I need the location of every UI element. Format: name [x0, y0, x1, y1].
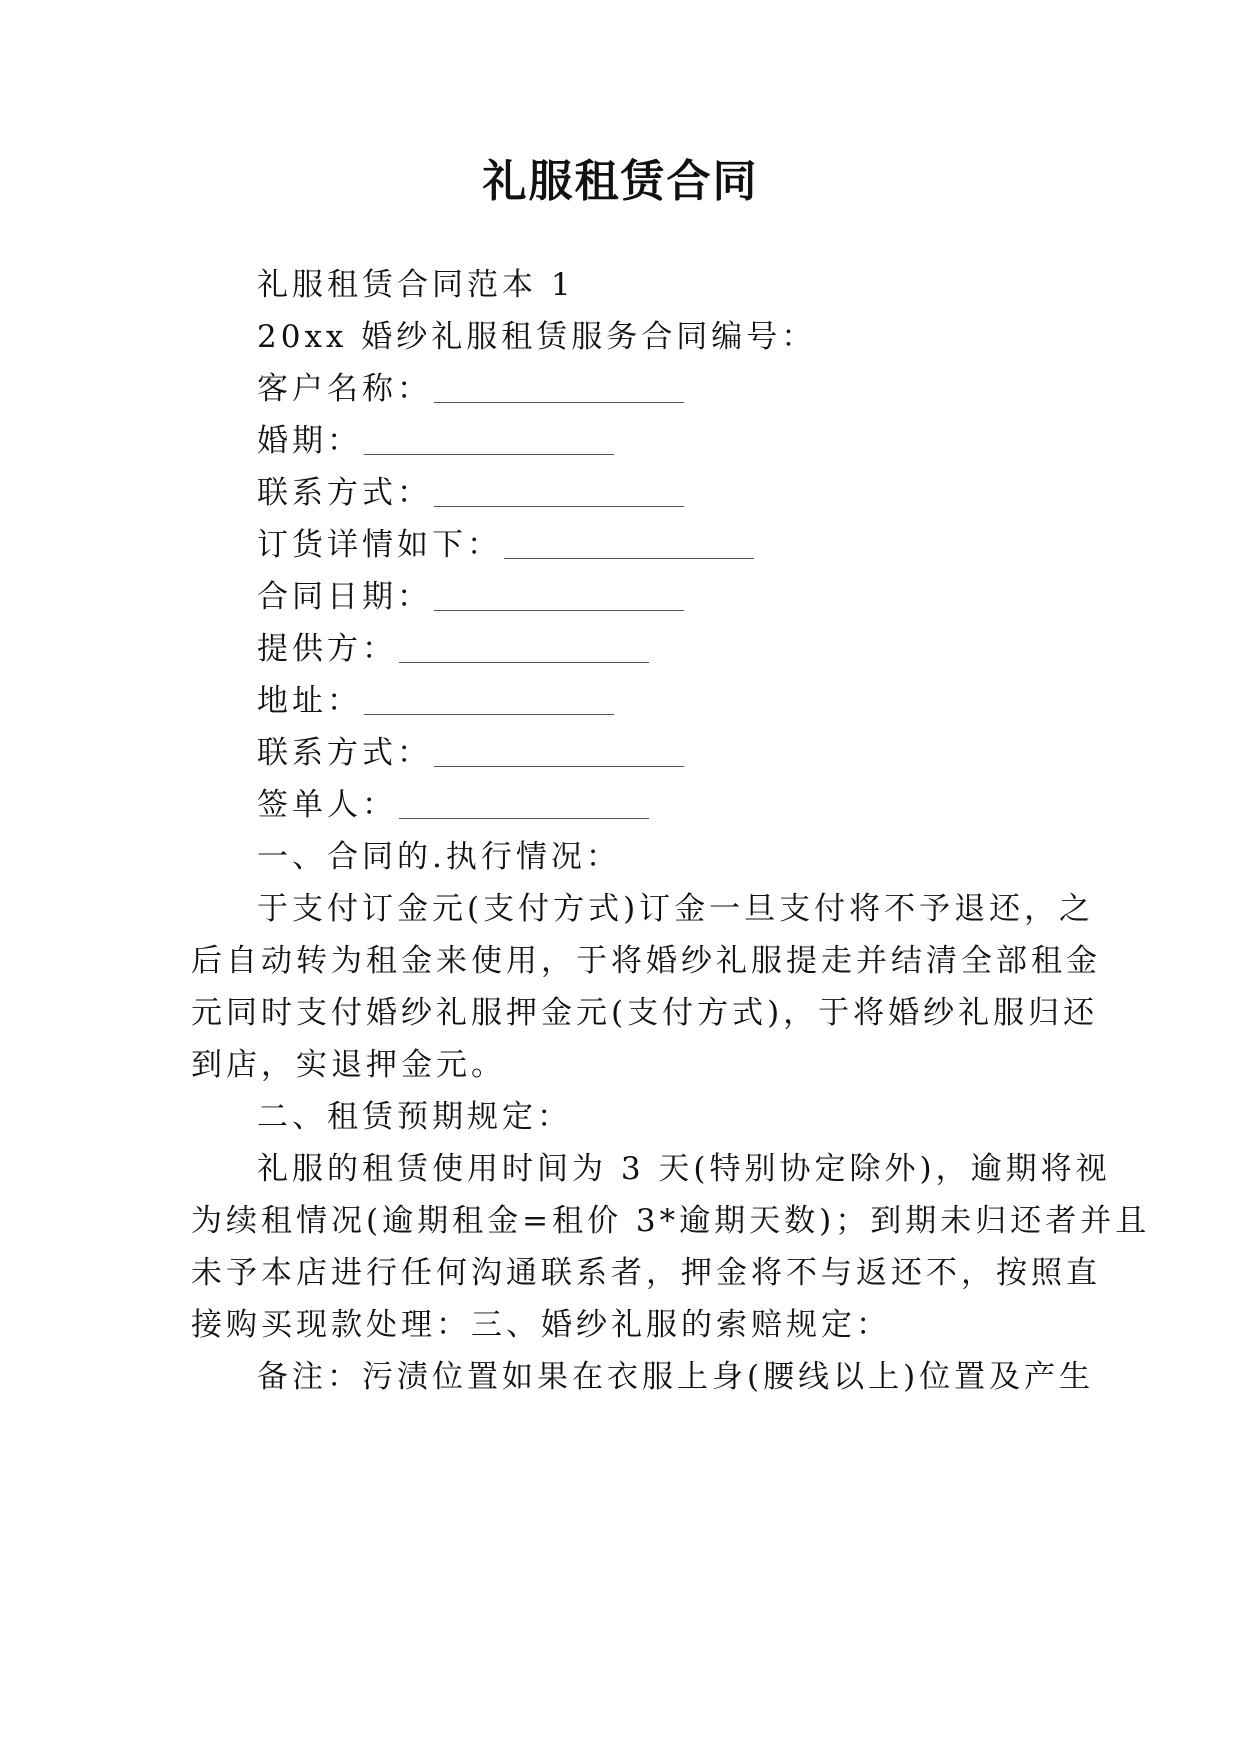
field-label-signer: 签单人：	[257, 787, 397, 823]
field-row-order-details	[257, 524, 754, 566]
note-paragraph: 备注：污渍位置如果在衣服上身(腰线以上)位置及产生	[257, 1359, 1095, 1395]
blank-line-order-details	[504, 532, 754, 559]
field-row-provider-contact	[257, 732, 684, 774]
field-row-provider	[257, 628, 649, 670]
paragraph-line: 于支付订金元(支付方式)订金一旦支付将不予退还，之	[257, 891, 1095, 927]
blank-line-customer-name	[434, 376, 684, 403]
contract-number-line: 20xx 婚纱礼服租赁服务合同编号：	[257, 319, 817, 355]
blank-line-signer	[399, 792, 649, 819]
field-label-provider: 提供方：	[257, 631, 397, 667]
blank-line-provider	[399, 636, 649, 663]
field-row-customer-name	[257, 368, 684, 410]
field-label-contract-date: 合同日期：	[257, 579, 432, 615]
field-row-contract-date	[257, 576, 684, 618]
field-label-wedding-date: 婚期：	[257, 423, 362, 459]
blank-line-provider-contact	[434, 740, 684, 767]
blank-line-customer-contact	[434, 480, 684, 507]
paragraph-line: 后自动转为租金来使用，于将婚纱礼服提走并结清全部租金	[191, 943, 1101, 979]
field-row-customer-contact	[257, 472, 684, 514]
blank-line-address	[364, 688, 614, 715]
paragraph-line: 礼服的租赁使用时间为 3 天(特别协定除外)，逾期将视	[257, 1151, 1111, 1187]
section-heading-overdue: 二、租赁预期规定：	[257, 1099, 572, 1135]
field-label-provider-contact: 联系方式：	[257, 735, 432, 771]
paragraph-line: 为续租情况(逾期租金=租价 3*逾期天数)；到期未归还者并且	[191, 1203, 1151, 1239]
field-row-address	[257, 680, 614, 722]
paragraph-line: 接购买现款处理：三、婚纱礼服的索赔规定：	[191, 1307, 891, 1343]
field-row-signer	[257, 784, 649, 826]
blank-line-wedding-date	[364, 428, 614, 455]
section-heading-execution: 一、合同的.执行情况：	[257, 839, 621, 875]
field-label-customer-contact: 联系方式：	[257, 475, 432, 511]
paragraph-line: 到店，实退押金元。	[191, 1047, 506, 1083]
blank-line-contract-date	[434, 584, 684, 611]
document-subtitle: 礼服租赁合同范本 1	[257, 267, 575, 303]
field-label-address: 地址：	[257, 683, 362, 719]
field-label-order-details: 订货详情如下：	[257, 527, 502, 563]
paragraph-line: 未予本店进行任何沟通联系者，押金将不与返还不，按照直	[191, 1255, 1101, 1291]
document-title: 礼服租赁合同	[482, 156, 759, 207]
field-label-customer-name: 客户名称：	[257, 371, 432, 407]
paragraph-line: 元同时支付婚纱礼服押金元(支付方式)，于将婚纱礼服归还	[191, 995, 1099, 1031]
field-row-wedding-date	[257, 420, 614, 462]
